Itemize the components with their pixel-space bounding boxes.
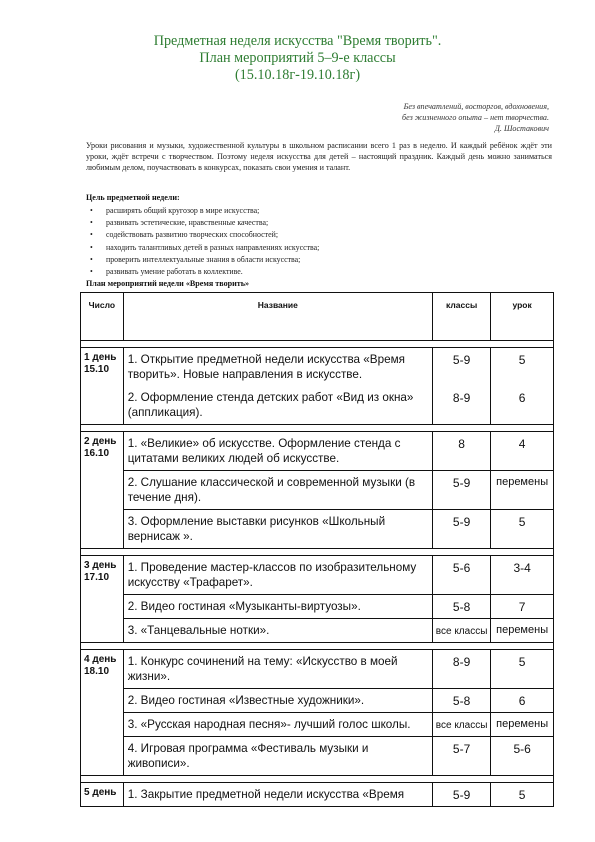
event-lesson: перемены xyxy=(491,619,554,643)
epigraph-line-1: Без впечатлений, восторгов, вдохновения, xyxy=(403,102,549,111)
epigraph-author: Д. Шостакович xyxy=(494,124,549,133)
day-cell: 2 день 16.10 xyxy=(81,432,124,549)
event-lesson: 3-4 xyxy=(491,556,554,595)
day-cell: 5 день xyxy=(81,783,124,807)
table-row xyxy=(81,713,554,737)
event-name: 2. Видео гостиная «Известные художники». xyxy=(123,689,432,713)
table-row xyxy=(81,432,554,471)
intro-paragraph: Уроки рисования и музыки, художественной культуры в школьном расписании всего 1 раз в неделю. И каждый ребёнок ждёт эти уроки, ждёт встречи с творчеством. Поэтому неделя искусства для детей – настоящий праздник. Каждый день можно заниматься любимым делом, поучаствовать в конкурсах, показать свои умения и талант. xyxy=(86,141,552,172)
event-classes: 5-9 xyxy=(432,348,490,387)
event-lesson: 6 xyxy=(491,689,554,713)
event-lesson: 5 xyxy=(491,650,554,689)
event-name: 3. «Танцевальные нотки». xyxy=(123,619,432,643)
event-name: 3. «Русская народная песня»- лучший голос школы. xyxy=(123,713,432,737)
table-row xyxy=(81,619,554,643)
event-name: 2. Видео гостиная «Музыканты-виртуозы». xyxy=(123,595,432,619)
goal-item: • развивать эстетические, нравственные качества; xyxy=(86,217,319,229)
goals-list xyxy=(86,205,319,278)
table-row xyxy=(81,650,554,689)
event-classes: 5-6 xyxy=(432,556,490,595)
title-line-1: Предметная неделя искусства "Время творить". xyxy=(153,33,442,49)
goal-item: • находить талантливых детей в разных направлениях искусства; xyxy=(86,242,319,254)
table-row xyxy=(81,386,554,425)
day-cell: 3 день 17.10 xyxy=(81,556,124,643)
event-lesson: перемены xyxy=(491,713,554,737)
title-line-3: (15.10.18г-19.10.18г) xyxy=(234,67,361,83)
table-header-row xyxy=(81,293,554,341)
table-row xyxy=(81,510,554,549)
table-row xyxy=(81,737,554,776)
day-cell: 4 день 18.10 xyxy=(81,650,124,776)
day-cell: 1 день 15.10 xyxy=(81,348,124,425)
header-classes: классы xyxy=(432,293,490,341)
goal-item: • проверить интеллектуальные знания в области искусства; xyxy=(86,254,319,266)
epigraph xyxy=(402,101,549,134)
goal-item: • содействовать развитию творческих способностей; xyxy=(86,229,319,241)
event-name: 1. «Великие» об искусстве. Оформление стенда с цитатами великих людей об искусстве. xyxy=(123,432,432,471)
event-name: 1. Проведение мастер-классов по изобразительному искусству «Трафарет». xyxy=(123,556,432,595)
event-classes: 5-8 xyxy=(432,689,490,713)
event-name: 2. Слушание классической и современной музыки (в течение дня). xyxy=(123,471,432,510)
events-table xyxy=(80,292,554,807)
event-name: 2. Оформление стенда детских работ «Вид из окна» (аппликация). xyxy=(123,386,432,425)
event-lesson: 5-6 xyxy=(491,737,554,776)
table-row xyxy=(81,595,554,619)
event-classes: 5-8 xyxy=(432,595,490,619)
event-lesson: перемены xyxy=(491,471,554,510)
event-classes: 5-7 xyxy=(432,737,490,776)
title-line-2: План мероприятий 5–9-е классы xyxy=(199,50,396,66)
event-lesson: 4 xyxy=(491,432,554,471)
goals-title: Цель предметной недели: xyxy=(86,193,180,202)
plan-title: План мероприятий недели «Время творить» xyxy=(86,279,250,288)
event-lesson: 7 xyxy=(491,595,554,619)
table-row xyxy=(81,783,554,807)
event-name: 3. Оформление выставки рисунков «Школьный вернисаж ». xyxy=(123,510,432,549)
event-classes: все классы xyxy=(432,619,490,643)
epigraph-line-2: без жизненного опыта – нет творчества. xyxy=(402,113,549,122)
table-row xyxy=(81,471,554,510)
goal-item: • расширять общий кругозор в мире искусства; xyxy=(86,205,319,217)
header-date: Число xyxy=(81,293,124,341)
event-lesson: 5 xyxy=(491,348,554,387)
event-classes: 5-9 xyxy=(432,471,490,510)
event-lesson: 5 xyxy=(491,783,554,807)
header-lesson: урок xyxy=(491,293,554,341)
event-classes: 8-9 xyxy=(432,650,490,689)
event-name: 1. Конкурс сочинений на тему: «Искусство в моей жизни». xyxy=(123,650,432,689)
event-name: 1. Закрытие предметной недели искусства «Время xyxy=(123,783,432,807)
event-classes: 5-9 xyxy=(432,783,490,807)
event-lesson: 5 xyxy=(491,510,554,549)
event-lesson: 6 xyxy=(491,386,554,425)
table-row xyxy=(81,348,554,387)
table-row xyxy=(81,689,554,713)
event-classes: 8-9 xyxy=(432,386,490,425)
goal-item: • развивать умение работать в коллективе. xyxy=(86,266,319,278)
document-title xyxy=(0,33,595,84)
table-row xyxy=(81,556,554,595)
event-name: 1. Открытие предметной недели искусства «Время творить». Новые направления в искусстве. xyxy=(123,348,432,387)
event-classes: 5-9 xyxy=(432,510,490,549)
event-name: 4. Игровая программа «Фестиваль музыки и живописи». xyxy=(123,737,432,776)
header-name: Название xyxy=(123,293,432,341)
event-classes: 8 xyxy=(432,432,490,471)
event-classes: все классы xyxy=(432,713,490,737)
